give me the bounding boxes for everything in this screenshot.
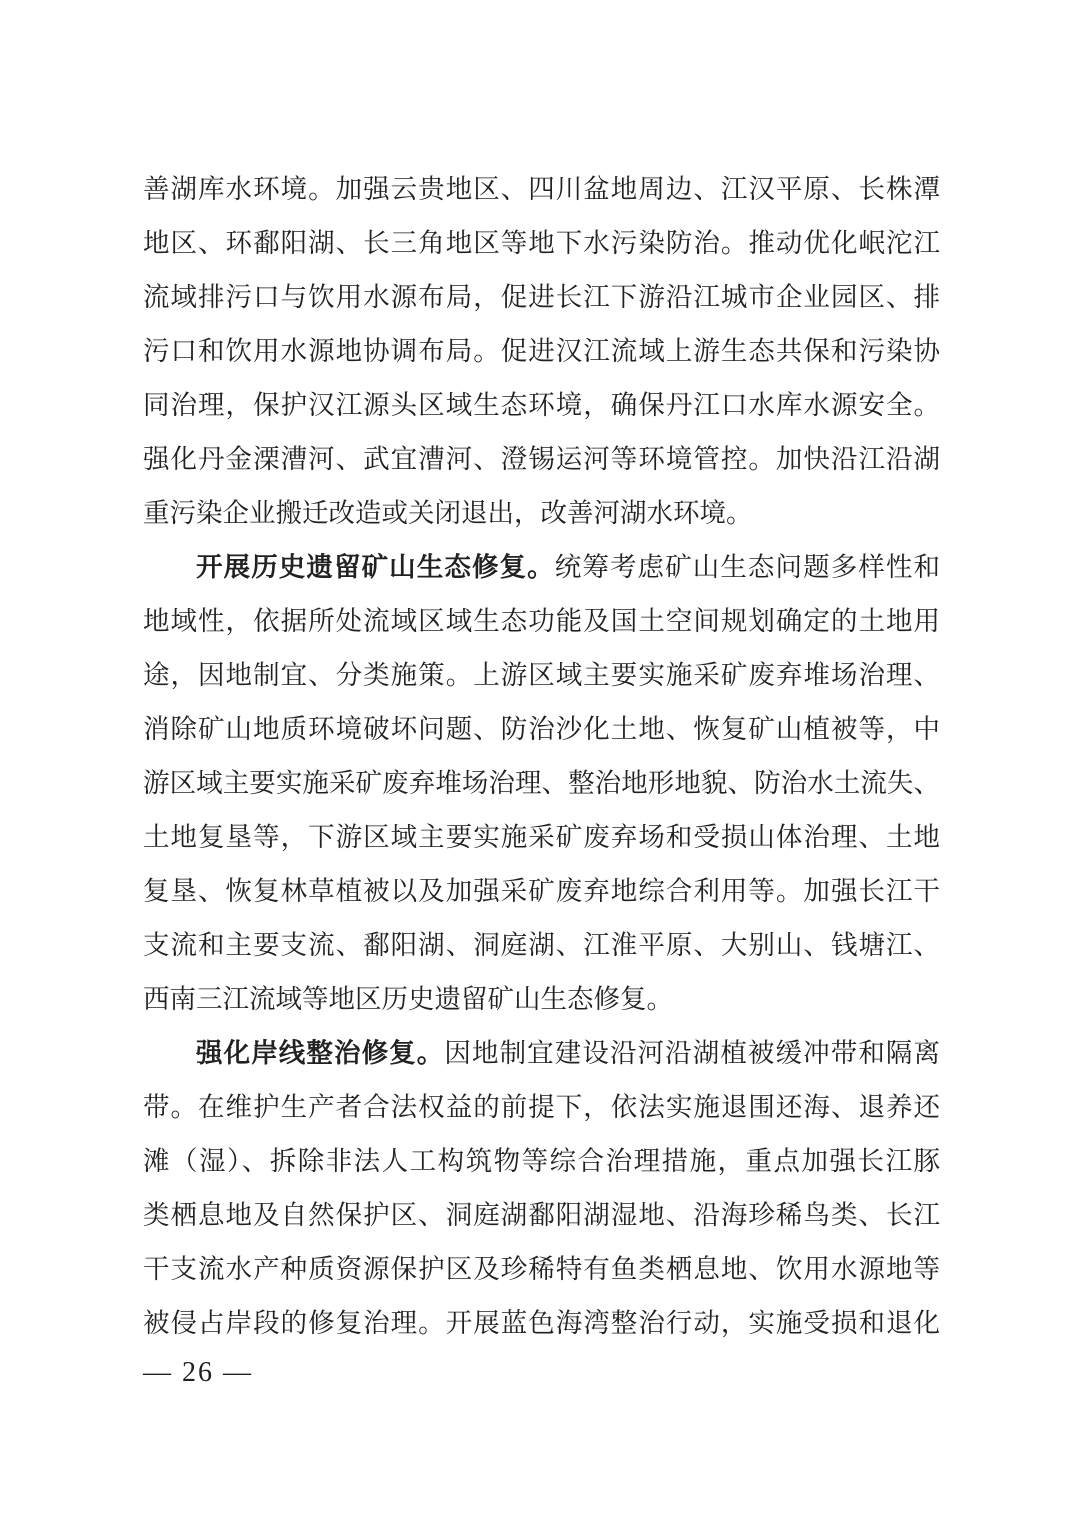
text-line (143, 270, 940, 324)
text-line (143, 918, 940, 972)
body-text: 污口和饮用水源地协调布局。促进汉江流域上游生态共保和污染协 (143, 336, 940, 366)
bold-lead-sentence: 开展历史遗留矿山生态修复。 (196, 552, 555, 582)
text-line (143, 162, 940, 216)
text-line (143, 1026, 940, 1080)
text-line (143, 810, 940, 864)
text-line (143, 594, 940, 648)
text-line (143, 540, 940, 594)
text-line (143, 324, 940, 378)
body-text: 统筹考虑矿山生态问题多样性和 (554, 552, 940, 582)
document-body (143, 162, 940, 1350)
body-text: 因地制宜建设沿河沿湖植被缓冲带和隔离 (444, 1038, 940, 1068)
body-text: 带。在维护生产者合法权益的前提下，依法实施退围还海、退养还 (143, 1092, 940, 1122)
body-text: 西南三江流域等地区历史遗留矿山生态修复。 (143, 984, 673, 1014)
bold-lead-sentence: 强化岸线整治修复。 (196, 1038, 445, 1068)
text-line (143, 648, 940, 702)
page-number: — 26 — (143, 1357, 253, 1388)
body-text: 流域排污口与饮用水源布局，促进长江下游沿江城市企业园区、排 (143, 282, 940, 312)
paragraph-mine-ecological-restoration (143, 540, 940, 1026)
body-text: 同治理，保护汉江源头区域生态环境，确保丹江口水库水源安全。 (143, 390, 940, 420)
body-text: 善湖库水环境。加强云贵地区、四川盆地周边、江汉平原、长株潭 (143, 174, 940, 204)
body-text: 强化丹金溧漕河、武宜漕河、澄锡运河等环境管控。加快沿江沿湖 (143, 444, 940, 474)
text-line (143, 702, 940, 756)
body-text: 重污染企业搬迁改造或关闭退出，改善河湖水环境。 (143, 498, 753, 528)
body-text: 滩（湿）、拆除非法人工构筑物等综合治理措施，重点加强长江豚 (143, 1146, 940, 1176)
text-line (143, 1188, 940, 1242)
text-line (143, 756, 940, 810)
body-text: 地域性，依据所处流域区域生态功能及国土空间规划确定的土地用 (143, 606, 940, 636)
body-text: 支流和主要支流、鄱阳湖、洞庭湖、江淮平原、大别山、钱塘江、 (143, 930, 940, 960)
text-line (143, 486, 940, 540)
text-line (143, 378, 940, 432)
body-text: 干支流水产种质资源保护区及珍稀特有鱼类栖息地、饮用水源地等 (143, 1254, 940, 1284)
paragraph-water-environment (143, 162, 940, 540)
text-line (143, 864, 940, 918)
text-line (143, 216, 940, 270)
body-text: 游区域主要实施采矿废弃堆场治理、整治地形地貌、防治水土流失、 (143, 768, 940, 798)
text-line (143, 1242, 940, 1296)
text-line (143, 1080, 940, 1134)
body-text: 消除矿山地质环境破坏问题、防治沙化土地、恢复矿山植被等，中 (143, 714, 940, 744)
body-text: 途，因地制宜、分类施策。上游区域主要实施采矿废弃堆场治理、 (143, 660, 940, 690)
paragraph-shoreline-restoration (143, 1026, 940, 1350)
body-text: 地区、环鄱阳湖、长三角地区等地下水污染防治。推动优化岷沱江 (143, 228, 940, 258)
text-line (143, 432, 940, 486)
body-text: 土地复垦等，下游区域主要实施采矿废弃场和受损山体治理、土地 (143, 822, 940, 852)
text-line (143, 972, 940, 1026)
text-line (143, 1134, 940, 1188)
text-line (143, 1296, 940, 1350)
body-text: 被侵占岸段的修复治理。开展蓝色海湾整治行动，实施受损和退化 (143, 1308, 940, 1338)
body-text: 类栖息地及自然保护区、洞庭湖鄱阳湖湿地、沿海珍稀鸟类、长江 (143, 1200, 940, 1230)
body-text: 复垦、恢复林草植被以及加强采矿废弃地综合利用等。加强长江干 (143, 876, 940, 906)
